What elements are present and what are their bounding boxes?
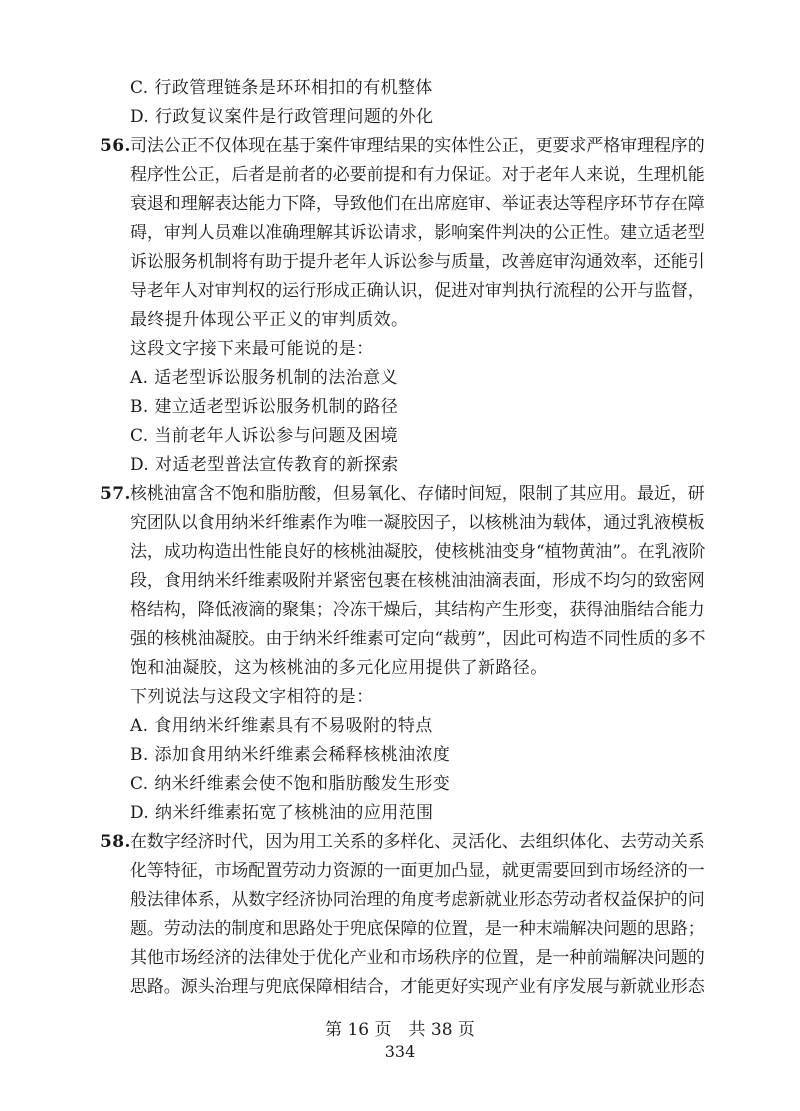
question-57-line: 饱和油凝胶，这为核桃油的多元化应用提供了新路径。 (130, 658, 548, 678)
question-57-line: 强的核桃油凝胶。由于纳米纤维素可定向“裁剪”，因此可构造不同性质的多不 (130, 629, 706, 649)
question-58-line: 在数字经济时代，因为用工关系的多样化、灵活化、去组织体化、去劳动关系 (130, 832, 705, 852)
question-57-option-d: D. 纳米纤维素拓宽了核桃油的应用范围 (130, 803, 434, 823)
prev-option-c: C. 行政管理链条是环环相扣的有机整体 (130, 78, 433, 98)
question-56-prompt: 这段文字接下来最可能说的是： (130, 339, 374, 359)
question-56-line: 司法公正不仅体现在基于案件审理结果的实体性公正，更要求严格审理程序的 (130, 136, 705, 156)
page-number: 334 (384, 1042, 416, 1061)
question-56-option-a: A. 适老型诉讼服务机制的法治意义 (130, 368, 398, 388)
question-58-line: 题。劳动法的制度和思路处于兜底保障的位置，是一种末端解决问题的思路； (130, 919, 705, 939)
question-56-line: 诉讼服务机制将有助于提升老年人诉讼参与质量，改善庭审沟通效率，还能引 (130, 252, 705, 272)
prev-option-d: D. 行政复议案件是行政管理问题的外化 (130, 107, 434, 127)
question-57-number: 57. (100, 484, 131, 504)
question-57-line: 法，成功构造出性能良好的核桃油凝胶，使核桃油变身“植物黄油”。在乳液阶 (130, 542, 706, 562)
question-57-prompt: 下列说法与这段文字相符的是： (130, 687, 374, 707)
question-56-option-b: B. 建立适老型诉讼服务机制的路径 (130, 397, 399, 417)
question-56-line: 导老年人对审判权的运行形成正确认识，促进对审判执行流程的公开与监督， (130, 281, 705, 301)
question-58-line: 其他市场经济的法律处于优化产业和市场秩序的位置，是一种前端解决问题的 (130, 948, 705, 968)
question-56-line: 最终提升体现公平正义的审判质效。 (130, 310, 409, 330)
page-label: 第 16 页 共 38 页 (325, 1020, 475, 1040)
question-58-line: 思路。源头治理与兜底保障相结合，才能更好实现产业有序发展与新就业形态 (130, 977, 705, 997)
question-57-line: 格结构，降低液滴的聚集；冷冻干燥后，其结构产生形变，获得油脂结合能力 (130, 600, 705, 620)
question-57-line: 段，食用纳米纤维素吸附并紧密包裹在核桃油油滴表面，形成不均匀的致密网 (130, 571, 705, 591)
question-57-line: 究团队以食用纳米纤维素作为唯一凝胶因子，以核桃油为载体，通过乳液模板 (130, 513, 705, 533)
question-56-option-d: D. 对适老型普法宣传教育的新探索 (130, 455, 399, 475)
question-56-line: 程序性公正，后者是前者的必要前提和有力保证。对于老年人来说，生理机能 (130, 165, 705, 185)
question-57-option-c: C. 纳米纤维素会使不饱和脂肪酸发生形变 (130, 774, 451, 794)
question-56-line: 碍，审判人员难以准确理解其诉讼请求，影响案件判决的公正性。建立适老型 (130, 223, 705, 243)
question-56-number: 56. (100, 136, 131, 156)
question-57-option-b: B. 添加食用纳米纤维素会稀释核桃油浓度 (130, 745, 451, 765)
question-57-option-a: A. 食用纳米纤维素具有不易吸附的特点 (130, 716, 433, 736)
question-58-line: 般法律体系，从数字经济协同治理的角度考虑新就业形态劳动者权益保护的问 (130, 890, 705, 910)
question-56-line: 衰退和理解表达能力下降，导致他们在出席庭审、举证表达等程序环节存在障 (130, 194, 705, 214)
question-57-line: 核桃油富含不饱和脂肪酸，但易氧化、存储时间短，限制了其应用。最近，研 (130, 484, 705, 504)
question-58-number: 58. (100, 832, 131, 852)
question-58-line: 化等特征，市场配置劳动力资源的一面更加凸显，就更需要回到市场经济的一 (130, 861, 705, 881)
question-56-option-c: C. 当前老年人诉讼参与问题及困境 (130, 426, 399, 446)
